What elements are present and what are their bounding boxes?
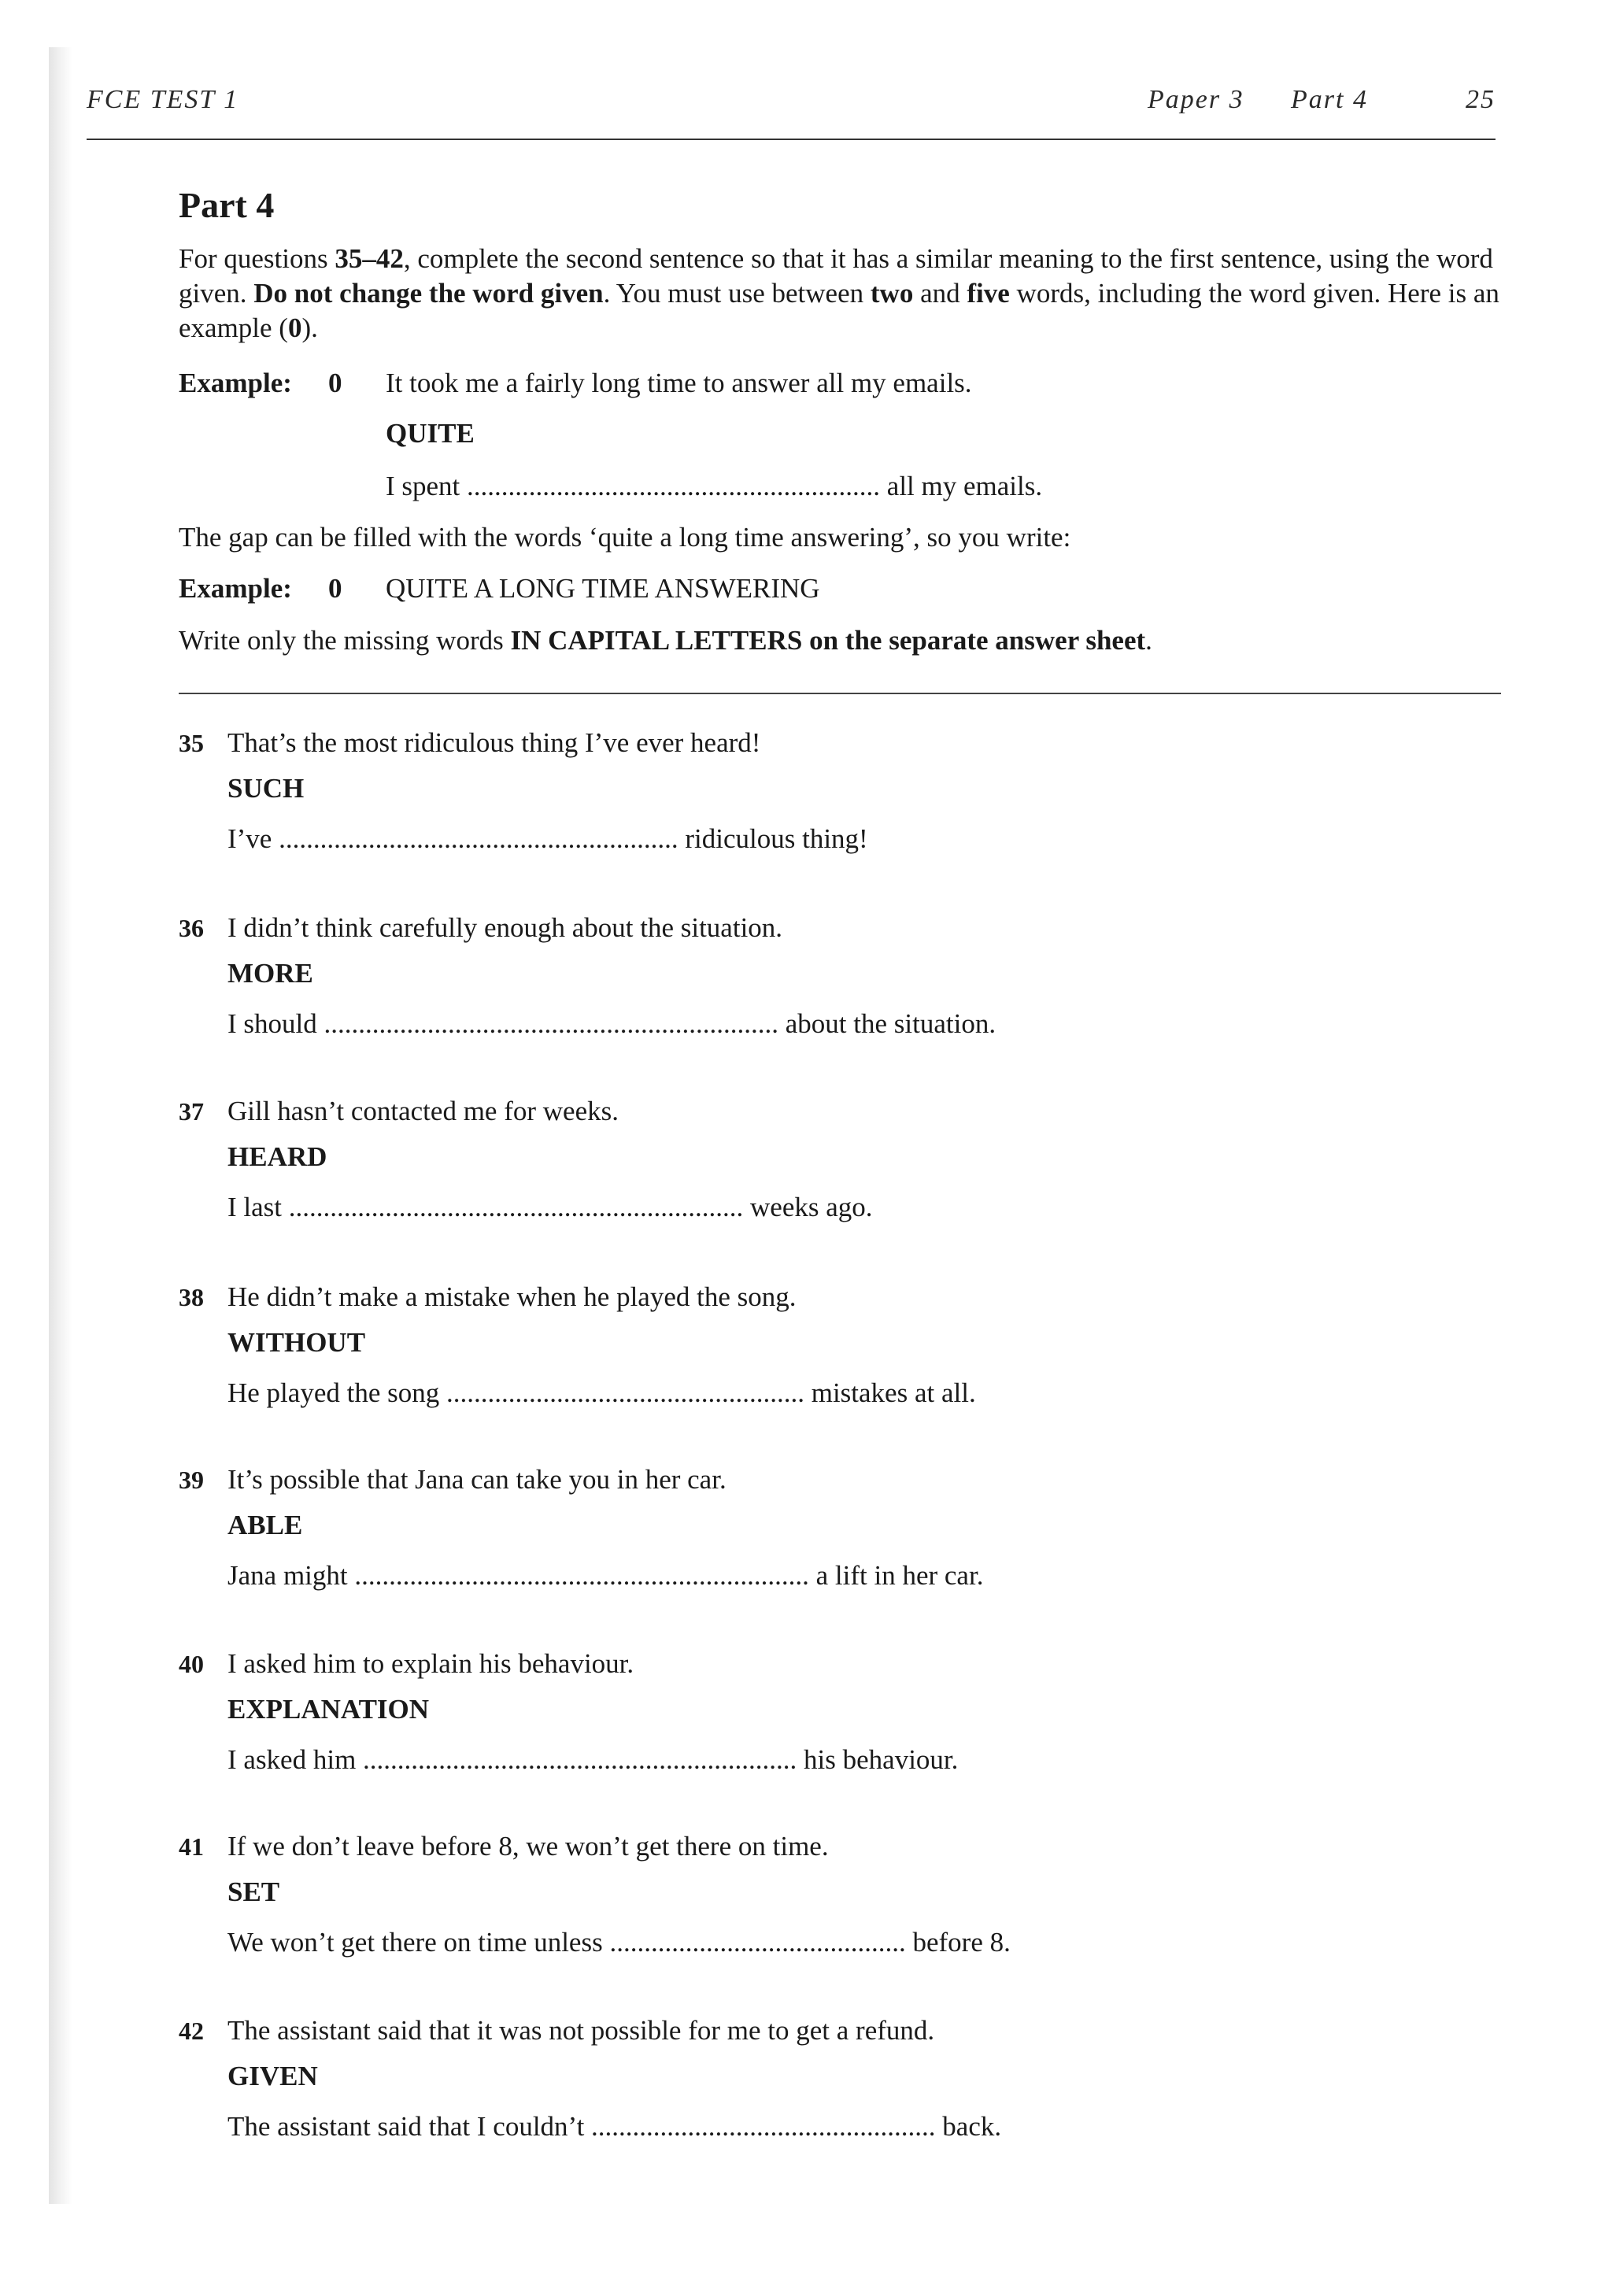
question-gap-line — [227, 1376, 976, 1411]
question-number: 39 — [179, 1466, 204, 1494]
question-sentence: He didn’t make a mistake when he played the song. — [227, 1281, 797, 1312]
question-key-word: SET — [227, 1876, 280, 1907]
section-divider — [179, 693, 1501, 694]
instructions-text: , complete the second sentence so that it has a similar meaning to the first sentence, using the word given. — [179, 243, 1493, 309]
instructions-emphasis: two — [870, 278, 914, 309]
example-key-word: QUITE — [386, 418, 475, 449]
question-41 — [179, 1829, 1438, 1966]
gap-dots: ........................................... — [609, 1927, 906, 1958]
question-37 — [179, 1094, 1438, 1231]
gap-start: We won’t get there on time unless — [227, 1927, 610, 1958]
example-sentence: It took me a fairly long time to answer all my emails. — [386, 368, 972, 398]
question-key-word: HEARD — [227, 1141, 327, 1172]
question-sentence: It’s possible that Jana can take you in her car. — [227, 1464, 727, 1495]
instructions-text: words, including the word given. Here is an example ( — [179, 278, 1499, 343]
question-40 — [179, 1647, 1438, 1784]
instructions-text: For questions — [179, 243, 335, 274]
question-number: 41 — [179, 1832, 204, 1861]
question-key-word: WITHOUT — [227, 1327, 366, 1358]
gap-end: weeks ago. — [743, 1192, 873, 1222]
gap-end: his behaviour. — [797, 1744, 959, 1775]
write-instruction-text: Write only the missing words — [179, 625, 511, 656]
example-answer-line — [179, 571, 820, 606]
question-number: 37 — [179, 1097, 204, 1126]
question-number: 36 — [179, 914, 204, 942]
example-gap-start: I spent — [386, 471, 468, 501]
question-gap-line — [227, 822, 868, 856]
question-number: 40 — [179, 1650, 204, 1678]
example-answer-label: Example: — [179, 573, 292, 604]
gap-dots: .................................................................. — [288, 1192, 744, 1222]
question-sentence: If we don’t leave before 8, we won’t get there on time. — [227, 1831, 829, 1862]
question-gap-line — [227, 1925, 1011, 1960]
instructions — [179, 242, 1501, 346]
page-number: 25 — [1466, 85, 1496, 114]
question-gap-line — [227, 1558, 983, 1593]
running-header — [87, 85, 1496, 124]
question-42 — [179, 2013, 1438, 2150]
question-gap-line — [227, 1743, 958, 1777]
example-gap-dots: ............................................................ — [467, 471, 881, 501]
gap-start: I’ve — [227, 823, 279, 854]
question-gap-line — [227, 1190, 873, 1225]
gap-start: Jana might — [227, 1560, 355, 1591]
gap-end: mistakes at all. — [804, 1377, 976, 1408]
question-gap-line — [227, 2109, 1001, 2144]
instructions-emphasis: Do not change the word given — [253, 278, 604, 309]
question-number: 38 — [179, 1283, 204, 1311]
part-label: Part 4 — [1291, 85, 1368, 114]
gap-end: a lift in her car. — [808, 1560, 984, 1591]
question-38 — [179, 1280, 1438, 1417]
example-explanation: The gap can be filled with the words ‘quite a long time answering’, so you write: — [179, 522, 1071, 553]
gap-start: The assistant said that I couldn’t — [227, 2111, 592, 2142]
question-sentence: Gill hasn’t contacted me for weeks. — [227, 1096, 619, 1126]
gap-dots: .................................................................. — [354, 1560, 809, 1591]
paper-label: Paper 3 — [1148, 85, 1244, 114]
gap-end: ridiculous thing! — [678, 823, 868, 854]
question-36 — [179, 911, 1438, 1048]
gap-dots: .................................................. — [591, 2111, 936, 2142]
instructions-emphasis: 0 — [287, 312, 302, 343]
instructions-emphasis: five — [967, 278, 1010, 309]
example-answer: QUITE A LONG TIME ANSWERING — [386, 573, 820, 604]
scan-shadow-edge — [49, 47, 72, 2204]
test-title: FCE TEST 1 — [87, 85, 239, 114]
example-gap-end: all my emails. — [880, 471, 1043, 501]
gap-end: back. — [935, 2111, 1002, 2142]
gap-start: I should — [227, 1008, 324, 1039]
question-35 — [179, 726, 1438, 863]
example-line — [179, 366, 972, 401]
part-title: Part 4 — [179, 185, 275, 225]
example-answer-number: 0 — [328, 573, 342, 604]
gap-start: I last — [227, 1192, 289, 1222]
question-key-word: MORE — [227, 958, 313, 989]
question-key-word: SUCH — [227, 773, 305, 804]
instructions-text: . You must use between — [603, 278, 871, 309]
example-label: Example: — [179, 368, 292, 398]
write-instruction — [179, 623, 1152, 658]
gap-dots: .................................................... — [446, 1377, 804, 1408]
question-key-word: ABLE — [227, 1510, 303, 1540]
gap-start: I asked him — [227, 1744, 364, 1775]
header-divider — [87, 139, 1496, 140]
gap-dots: .......................................................... — [279, 823, 678, 854]
gap-dots: .................................................................. — [324, 1008, 778, 1039]
example-gap-line — [386, 469, 1042, 504]
gap-end: before 8. — [905, 1927, 1011, 1958]
question-range: 35–42 — [335, 243, 404, 274]
gap-start: He played the song — [227, 1377, 446, 1408]
question-39 — [179, 1462, 1438, 1599]
write-instruction-emphasis: IN CAPITAL LETTERS on the separate answer sheet — [510, 625, 1146, 656]
question-sentence: I asked him to explain his behaviour. — [227, 1648, 634, 1679]
question-key-word: EXPLANATION — [227, 1694, 430, 1725]
question-number: 35 — [179, 729, 204, 757]
write-instruction-text: . — [1145, 625, 1152, 656]
gap-dots: ............................................................... — [363, 1744, 797, 1775]
question-gap-line — [227, 1007, 996, 1041]
question-sentence: The assistant said that it was not possible for me to get a refund. — [227, 2015, 935, 2046]
question-number: 42 — [179, 2017, 204, 2045]
gap-end: about the situation. — [778, 1008, 996, 1039]
example-number: 0 — [328, 368, 342, 398]
question-key-word: GIVEN — [227, 2061, 318, 2091]
question-sentence: I didn’t think carefully enough about the situation. — [227, 912, 783, 943]
instructions-text: and — [913, 278, 967, 309]
instructions-text: ). — [301, 312, 318, 343]
question-sentence: That’s the most ridiculous thing I’ve ever heard! — [227, 727, 761, 758]
